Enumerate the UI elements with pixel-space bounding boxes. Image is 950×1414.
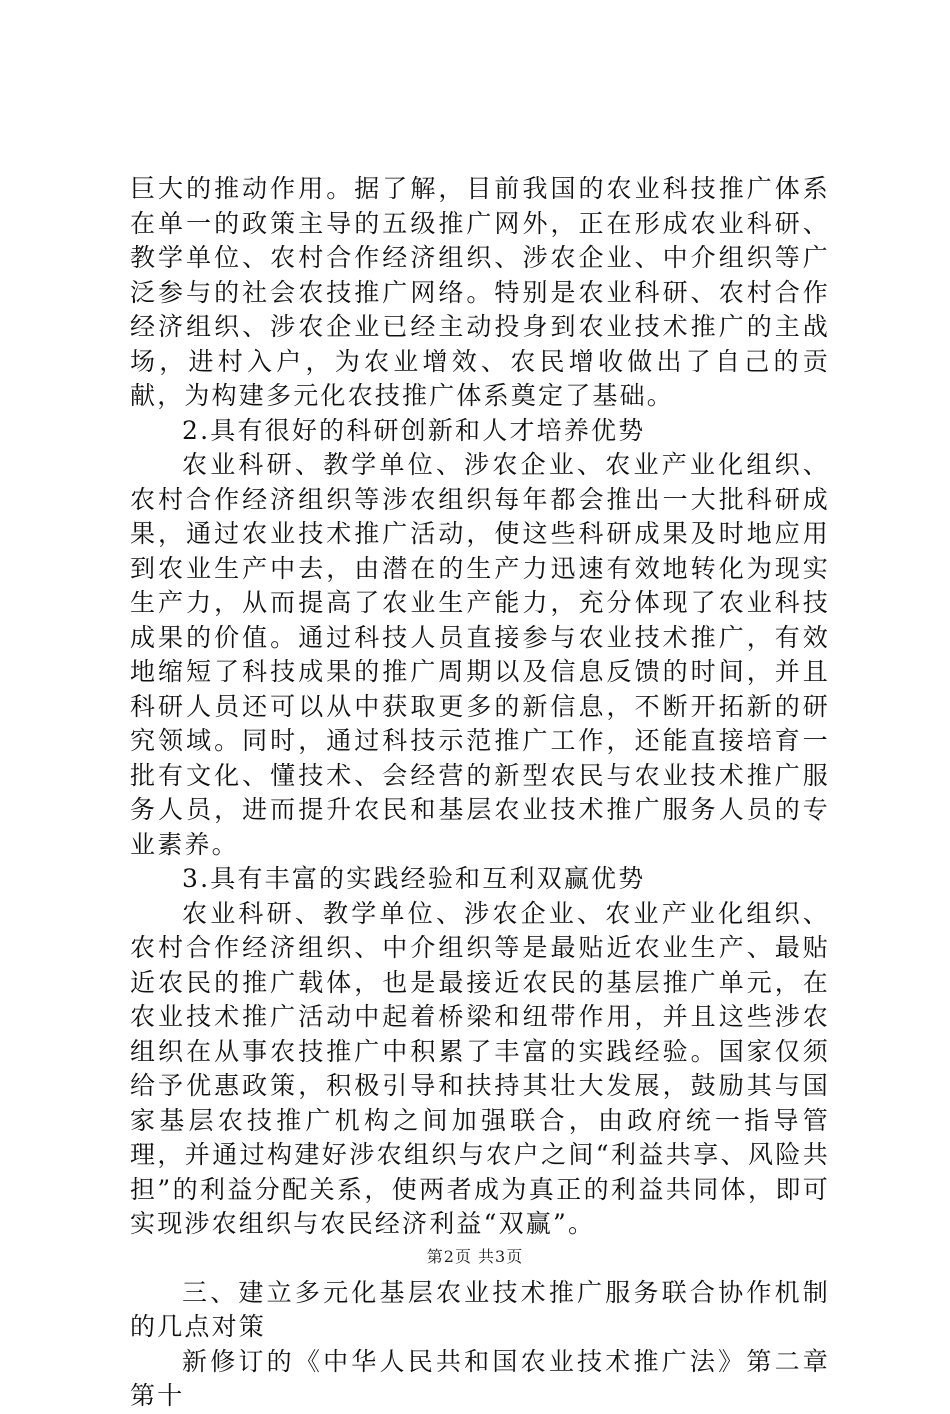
document-body (130, 172, 830, 1414)
page-number-footer: 第2页 共3页 (426, 1247, 524, 1266)
subheading-research-advantage: 2.具有很好的科研创新和人才培养优势 (182, 415, 646, 445)
paragraph-practice-advantage: 农业科研、教学单位、涉农企业、农业产业化组织、农村合作经济组织、中介组织等是最贴近农业生产、最贴近农民的推广载体，也是最接近农民的基层推广单元，在农业技术推广活动中起着桥梁和纽带作用，并且这些涉农组织在从事农技推广中积累了丰富的实践经验。国家仅须给予优惠政策，积极引导和扶持其壮大发展，鼓励其与国家基层农技推广机构之间加强联合，由政府统一指导管理，并通过构建好涉农组织与农户之间“利益共享、风险共担”的利益分配关系，使两者成为真正的利益共同体，即可实现涉农组织与农民经济利益“双赢”。 (130, 898, 830, 1238)
paragraph-continuation: 巨大的推动作用。据了解，目前我国的农业科技推广体系在单一的政策主导的五级推广网外，正在形成农业科研、教学单位、农村合作经济组织、涉农企业、中介组织等广泛参与的社会农技推广网络。特别是农业科研、农村合作经济组织、涉农企业已经主动投身到农业技术推广的主战场，进村入户，为农业增效、农民增收做出了自己的贡献，为构建多元化农技推广体系奠定了基础。 (130, 174, 830, 410)
paragraph-research-advantage: 农业科研、教学单位、涉农企业、农业产业化组织、农村合作经济组织等涉农组织每年都会推出一大批科研成果，通过农业技术推广活动，使这些科研成果及时地应用到农业生产中去，由潜在的生产力迅速有效地转化为现实生产力，从而提高了农业生产能力，充分体现了农业科技成果的价值。通过科技人员直接参与农业技术推广，有效地缩短了科技成果的推广周期以及信息反馈的时间，并且科研人员还可以从中获取更多的新信息，不断开拓新的研究领域。同时，通过科技示范推广工作，还能直接培育一批有文化、懂技术、会经营的新型农民与农业技术推广服务人员，进而提升农民和基层农业技术推广服务人员的专业素养。 (130, 450, 830, 859)
paragraph-law-reference: 新修订的《中华人民共和国农业技术推广法》第二章第十 (130, 1346, 830, 1410)
subheading-practice-advantage: 3.具有丰富的实践经验和互利双赢优势 (182, 864, 646, 893)
section-heading-countermeasures: 三、建立多元化基层农业技术推广服务联合协作机制的几点对策 (130, 1277, 830, 1341)
